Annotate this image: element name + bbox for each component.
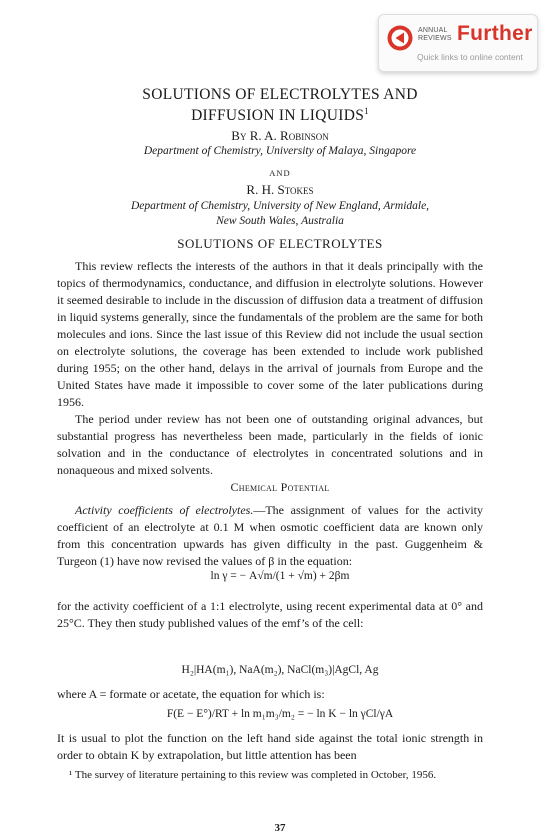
paragraph-3-run-in-heading: Activity coefficients of electrolytes. bbox=[75, 503, 254, 517]
paragraph-5: where A = formate or acetate, the equation for which is: bbox=[57, 687, 325, 701]
badge-reviews: REVIEWS bbox=[418, 34, 452, 42]
badge-subtitle: Quick links to online content bbox=[417, 52, 523, 62]
plot-text bbox=[57, 730, 483, 764]
author-1-affiliation: Department of Chemistry, University of Malaya, Singapore bbox=[143, 145, 417, 157]
badge-annual: ANNUAL bbox=[418, 27, 448, 34]
badge-further: Further bbox=[457, 22, 533, 45]
cell-text bbox=[57, 598, 483, 632]
formate-text bbox=[57, 686, 483, 703]
intro-text bbox=[57, 258, 483, 479]
paragraph-3-body: —The assignment of values for the activity coefficient of an electrolyte at 0.1 M when osmotic coefficient data are known only from this concentration upwards has given difficulty in the past. Guggenheim & Turgeon (1) have now revised the values of β in the equation: bbox=[57, 503, 483, 568]
title-line-2-text: DIFFUSION IN LIQUIDS bbox=[191, 107, 365, 125]
title-footnote-marker: 1 bbox=[364, 106, 369, 116]
paragraph-6: It is usual to plot the function on the left hand side against the total ionic strength in order to obtain K by extrapolation, but little attention has been bbox=[57, 731, 483, 762]
paragraph-3 bbox=[57, 502, 483, 570]
equation-1: ln γ = − A√m/(1 + √m) + 2βm bbox=[210, 570, 350, 582]
page-number: 37 bbox=[274, 822, 286, 834]
paragraph-1: This review reflects the interests of the authors in that it deals principally with the topics of thermodynamics, conductance, and diffusion in electrolyte solutions. However it seemed desirable to include in the discussion of diffusion data a treatment of diffusion in liquid systems generally, since the fundamentals of the problem are the same for both molecules and ions. Since the last issue of this Review did not include the usual section on electrolyte solutions, the coverage has been extended to include work published during 1955; on the other hand, delays in the arrival of journals from Europe and the United States have made it impossible to cover some of the later publications during 1956. bbox=[57, 259, 483, 409]
author-1: By R. A. Robinson bbox=[231, 128, 329, 143]
author-2: R. H. Stokes bbox=[246, 182, 314, 197]
title-line-1: SOLUTIONS OF ELECTROLYTES AND bbox=[142, 86, 418, 103]
play-arrow-icon bbox=[387, 25, 413, 51]
paragraph-2: The period under review has not been one of outstanding original advances, but substantial progress has nevertheless been made, particularly in the fields of ionic solvation and in the conductance of electrolytes in concentrated solutions and in nonaqueous and mixed solvents. bbox=[57, 412, 483, 477]
equation-3: F(E − E°)/RT + ln m₁m₃/m₂ = − ln K − ln γCl/γA bbox=[166, 708, 394, 720]
paragraph-4: for the activity coefficient of a 1:1 electrolyte, using recent experimental data at 0° and 25°C. They then study published values of the emf’s of the cell: bbox=[57, 599, 483, 630]
title-line-2 bbox=[0, 103, 560, 124]
author-2-affiliation-line-2: New South Wales, Australia bbox=[216, 215, 344, 227]
footnote-text: ¹ The survey of literature pertaining to this review was completed in October, 1956. bbox=[69, 769, 437, 781]
footnote bbox=[57, 768, 483, 782]
activity-coefficients-text bbox=[57, 502, 483, 570]
section-heading-solutions: SOLUTIONS OF ELECTROLYTES bbox=[177, 236, 383, 251]
equation-2: H₂|HA(m₁), NaA(m₂), NaCl(m₃)|AgCl, Ag bbox=[181, 664, 379, 676]
and-separator: AND bbox=[269, 168, 291, 178]
author-2-affiliation-line-1: Department of Chemistry, University of New England, Armidale, bbox=[130, 200, 430, 212]
badge-annual-reviews-label bbox=[418, 27, 452, 42]
section-heading-chemical-potential: Chemical Potential bbox=[230, 480, 330, 494]
annual-reviews-further-badge[interactable] bbox=[378, 14, 538, 72]
article-title bbox=[0, 86, 560, 124]
